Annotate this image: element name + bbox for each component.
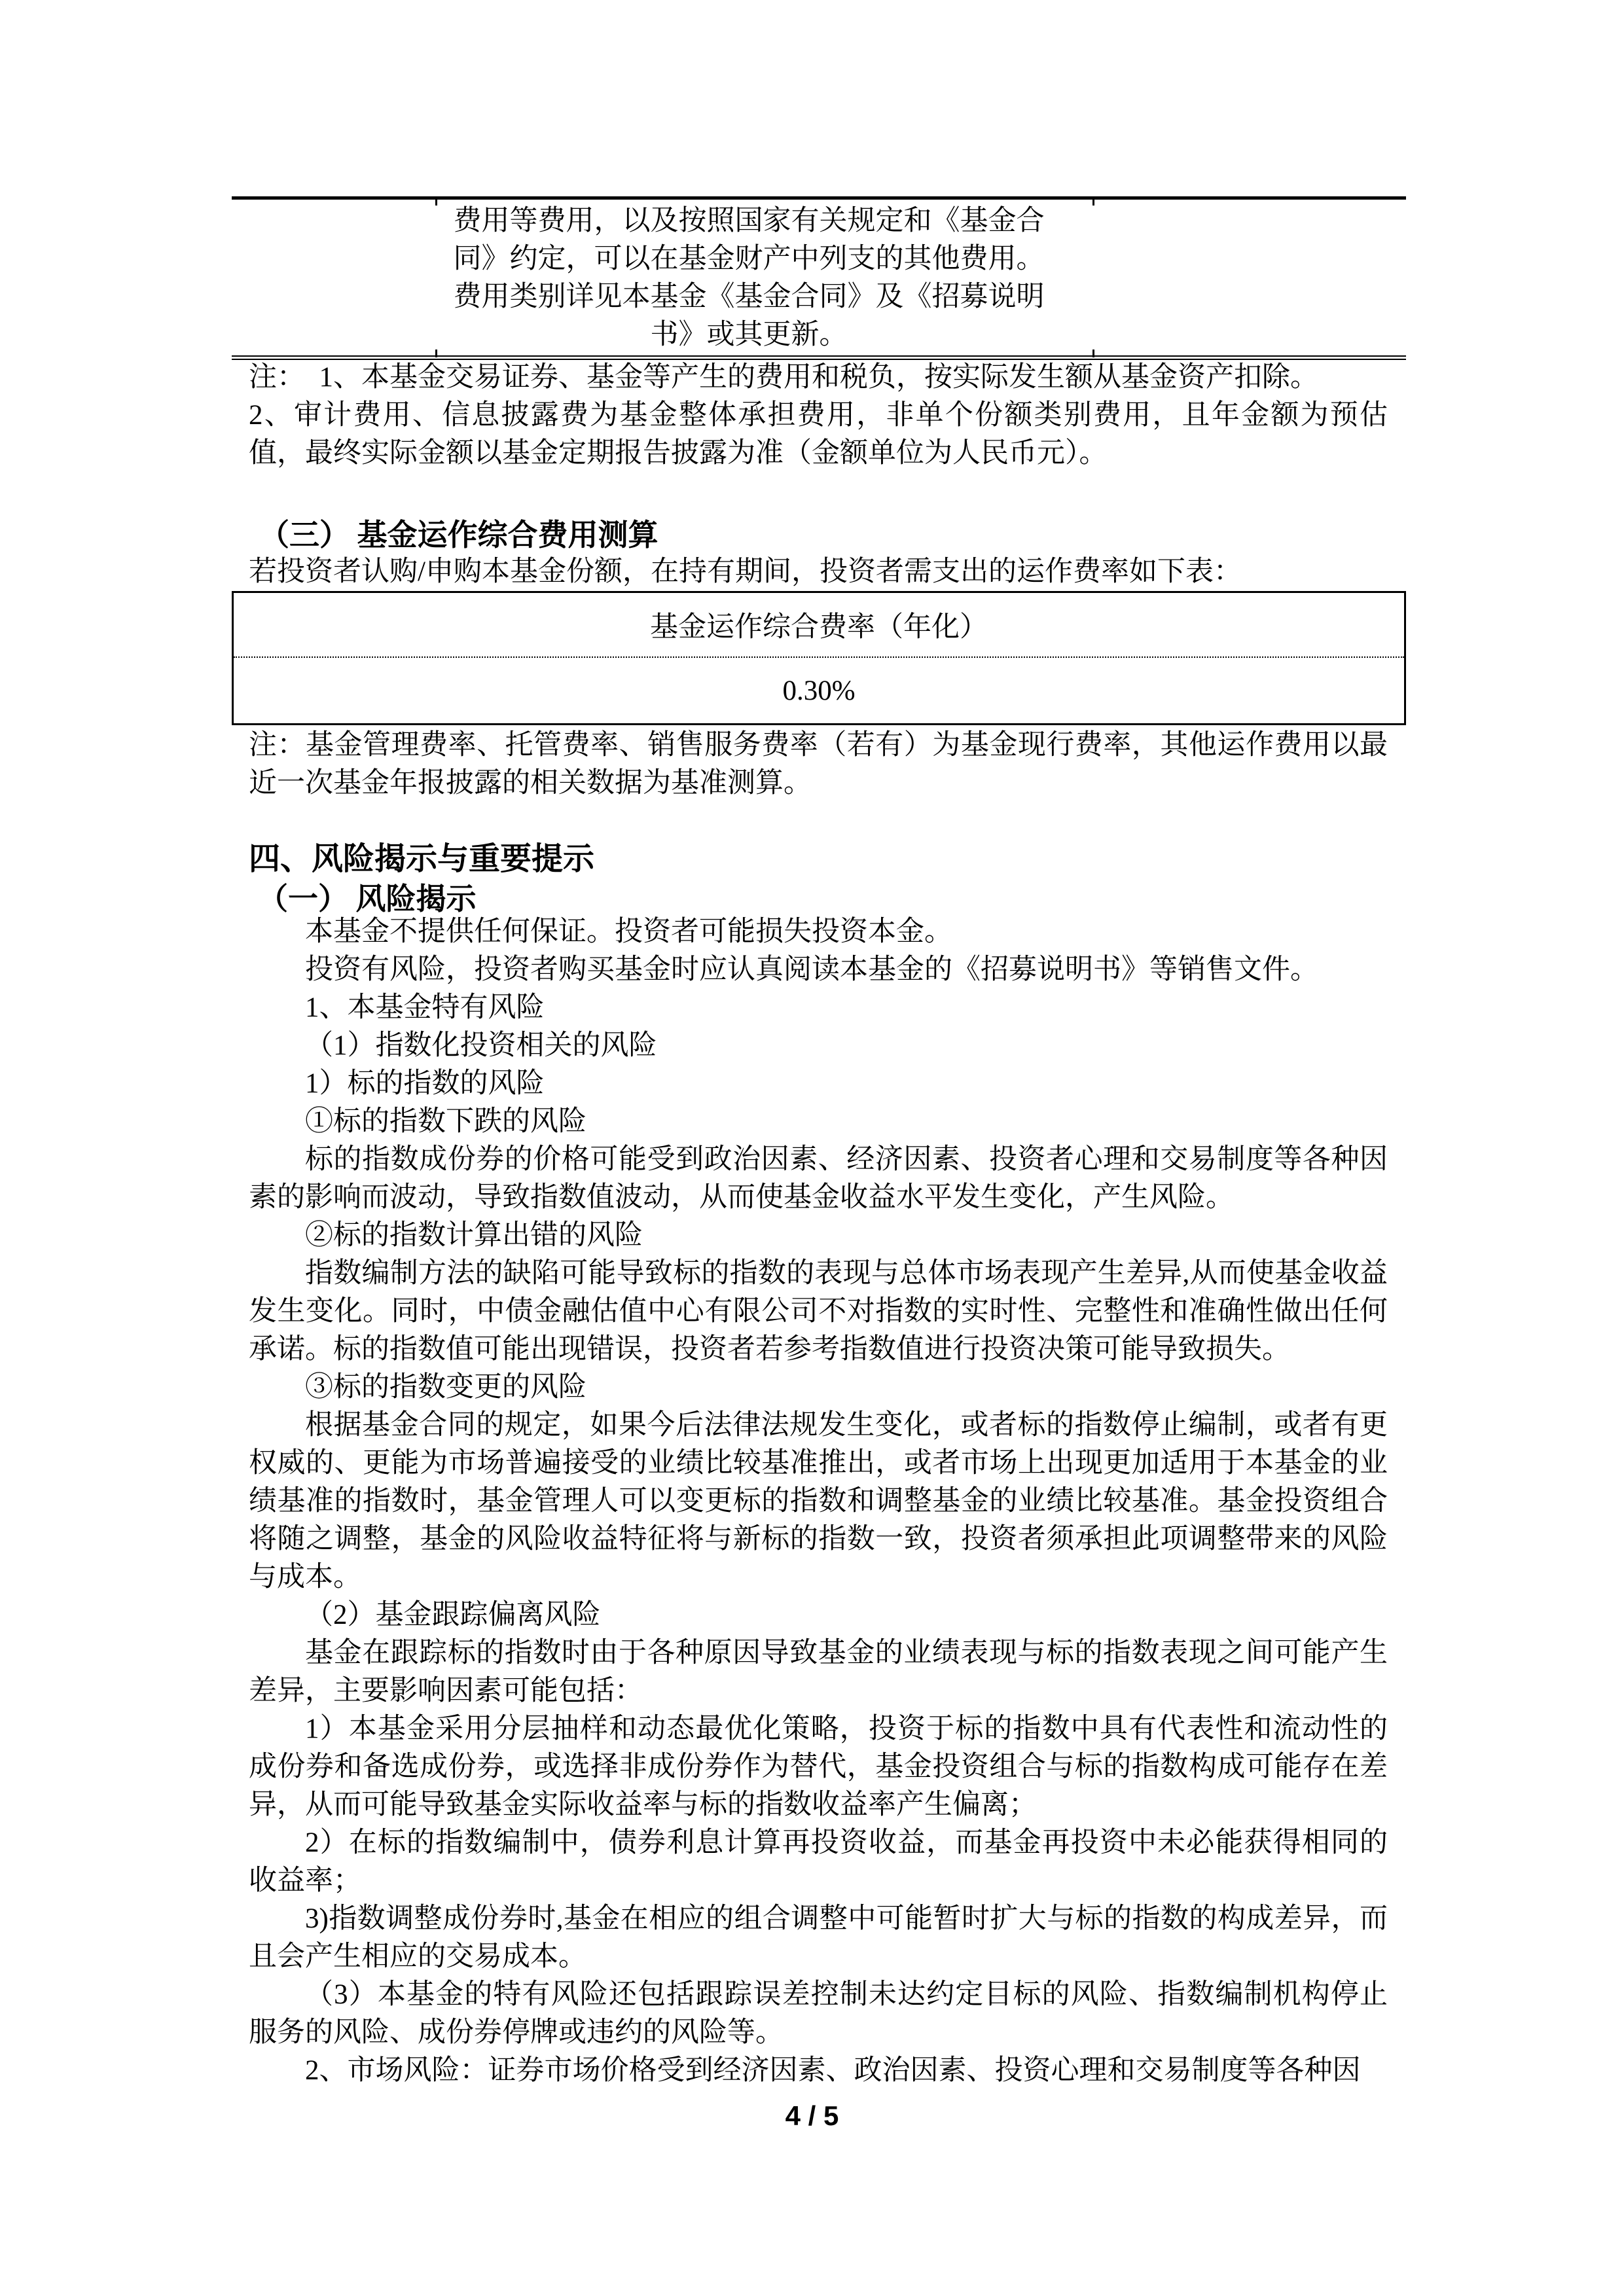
section3-note: 注：基金管理费率、托管费率、销售服务费率（若有）为基金现行费率，其他运作费用以最近一次基金年报披露的相关数据为基准测算。 (249, 730, 1388, 798)
note-paragraph: 注： 1、本基金交易证券、基金等产生的费用和税负，按实际发生额从基金资产扣除。 (249, 362, 1318, 393)
fee-cell-line: 书》或其更新。 (650, 319, 848, 350)
risk-paragraph: 3)指数调整成份券时,基金在相应的组合调整中可能暂时扩大与标的指数的构成差异，而且会产生相应的交易成本。 (249, 1903, 1388, 1972)
risk-paragraph: ③标的指数变更的风险 (305, 1372, 586, 1403)
section4-heading: 四、风险揭示与重要提示 (249, 842, 595, 876)
risk-disclosure-body (249, 913, 1388, 2090)
risk-paragraph: 根据基金合同的规定，如果今后法律法规发生变化，或者标的指数停止编制，或者有更权威的、更能为市场普遍接受的业绩比较基准推出，或者市场上出现更加适用于本基金的业绩基准的指数时，基金管理人可以变更标的指数和调整基金的业绩比较基准。基金投资组合将随之调整，基金的风险收益特征将与新标的指数一致，投资者须承担此项调整带来的风险与成本。 (249, 1410, 1388, 1592)
section4-sub-heading: （一） 风险揭示 (258, 882, 477, 916)
risk-paragraph: 标的指数成份券的价格可能受到政治因素、经济因素、投资者心理和交易制度等各种因素的影响而波动，导致指数值波动，从而使基金收益水平发生变化，产生风险。 (249, 1144, 1388, 1213)
section3-note-block (249, 726, 1388, 802)
section4-heading-block (249, 839, 1388, 880)
table-column-tick (1092, 350, 1094, 357)
fee-table-continuation (232, 196, 1406, 360)
risk-paragraph: 2）在标的指数编制中，债券利息计算再投资收益，而基金再投资中未必能获得相同的收益率； (249, 1827, 1388, 1896)
risk-paragraph: （1）指数化投资相关的风险 (305, 1030, 657, 1061)
note-paragraph: 2、审计费用、信息披露费为基金整体承担费用，非单个份额类别费用，且年金额为预估值，最终实际金额以基金定期报告披露为准（金额单位为人民币元）。 (249, 400, 1388, 469)
risk-paragraph: ①标的指数下跌的风险 (305, 1106, 586, 1137)
table-column-tick (435, 350, 437, 357)
risk-paragraph: 1、本基金特有风险 (305, 992, 545, 1023)
section3-intro-block (249, 553, 1388, 591)
risk-paragraph: （2）基金跟踪偏离风险 (305, 1600, 601, 1630)
risk-paragraph: ②标的指数计算出错的风险 (305, 1220, 643, 1251)
table-column-tick (435, 198, 437, 206)
fee-cell-line: 同》约定，可以在基金财产中列支的其他费用。 (453, 243, 1045, 274)
risk-paragraph: 投资有风险，投资者购买基金时应认真阅读本基金的《招募说明书》等销售文件。 (305, 954, 1318, 985)
fee-rate-header: 基金运作综合费率（年化） (650, 612, 988, 643)
fee-rate-table (232, 591, 1406, 725)
risk-paragraph: 本基金不提供任何保证。投资者可能损失投资本金。 (305, 916, 952, 947)
page-number: 4 / 5 (785, 2100, 839, 2131)
table-column-tick (1092, 198, 1094, 206)
section3 (249, 516, 1388, 555)
risk-paragraph: 基金在跟踪标的指数时由于各种原因导致基金的业绩表现与标的指数表现之间可能产生差异，主要影响因素可能包括： (249, 1638, 1388, 1706)
fee-cell-line: 费用等费用，以及按照国家有关规定和《基金合 (453, 206, 1045, 236)
risk-paragraph: 指数编制方法的缺陷可能导致标的指数的表现与总体市场表现产生差异,从而使基金收益发生变化。同时，中债金融估值中心有限公司不对指数的实时性、完整性和准确性做出任何承诺。标的指数值可能出现错误，投资者若参考指数值进行投资决策可能导致损失。 (249, 1258, 1388, 1365)
fee-table-cell (448, 200, 1050, 355)
section3-heading: （三） 基金运作综合费用测算 (259, 518, 659, 552)
fee-table-notes (249, 359, 1388, 473)
fee-rate-value: 0.30% (782, 675, 856, 706)
fee-cell-line: 费用类别详见本基金《基金合同》及《招募说明 (453, 281, 1045, 312)
risk-paragraph: 1）标的指数的风险 (305, 1068, 545, 1099)
risk-paragraph: （3）本基金的特有风险还包括跟踪误差控制未达约定目标的风险、指数编制机构停止服务的风险、成份券停牌或违约的风险等。 (249, 1979, 1388, 2048)
risk-paragraph: 1）本基金采用分层抽样和动态最优化策略，投资于标的指数中具有代表性和流动性的成份券和备选成份券，或选择非成份券作为替代，基金投资组合与标的指数构成可能存在差异，从而可能导致基金实际收益率与标的指数收益率产生偏离； (249, 1713, 1388, 1820)
section3-intro: 若投资者认购/申购本基金份额，在持有期间，投资者需支出的运作费率如下表： (249, 556, 1242, 587)
risk-paragraph: 2、市场风险：证券市场价格受到经济因素、政治因素、投资心理和交易制度等各种因 (305, 2055, 1361, 2086)
